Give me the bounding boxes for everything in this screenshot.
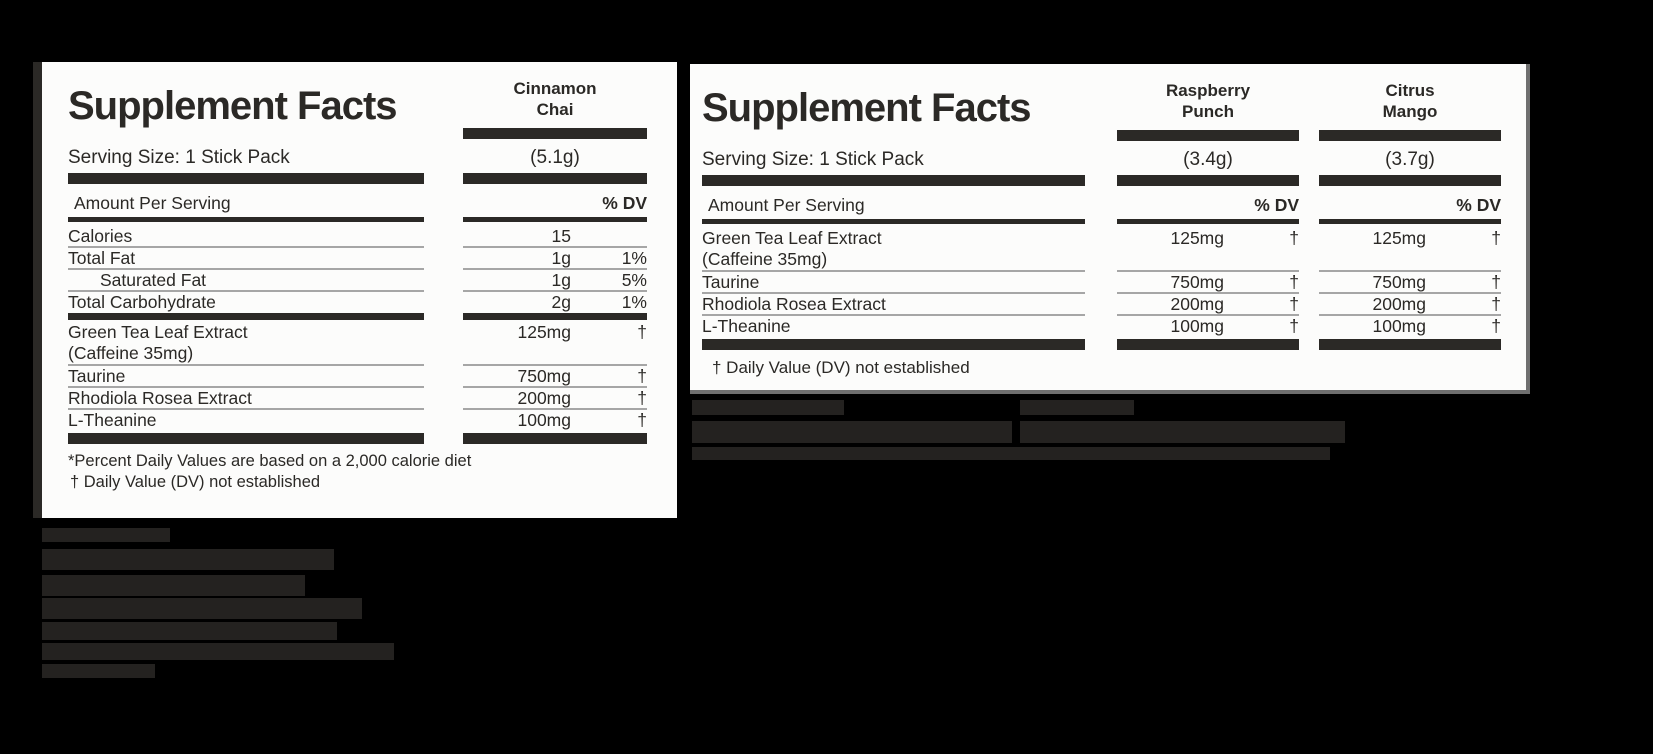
percent-dv-header: % DV	[1456, 195, 1501, 215]
row-amount: 100mg	[1170, 316, 1224, 336]
divider-bar	[702, 175, 1085, 186]
amount-per-serving-label: Amount Per Serving	[708, 195, 865, 215]
row-dv: †	[1289, 294, 1299, 314]
serving-size-row	[702, 148, 1501, 172]
supplement-facts-panel-raspberry-citrus	[690, 64, 1530, 394]
row-label-line2: (Caffeine 35mg)	[68, 343, 194, 363]
row-values-citrus-mango	[1319, 316, 1501, 337]
row-label: Rhodiola Rosea Extract	[68, 388, 424, 410]
row-dv: 1%	[621, 292, 647, 312]
row-values-raspberry-punch	[1117, 272, 1299, 294]
serving-weight: (3.7g)	[1385, 149, 1435, 170]
footnote-dagger: † Daily Value (DV) not established	[712, 358, 970, 377]
divider-bar	[1117, 130, 1299, 141]
row-values	[463, 226, 647, 248]
divider-bar-row	[68, 433, 647, 444]
divider-bar-row	[68, 217, 647, 222]
amount-per-serving-label: Amount Per Serving	[74, 193, 231, 213]
flavor-name-line1: Cinnamon	[513, 79, 597, 98]
flavor-column-header	[463, 78, 647, 139]
divider-bar-row	[702, 219, 1501, 224]
row-values	[463, 270, 647, 292]
row-dv: †	[1289, 272, 1299, 292]
footnote-dagger: † Daily Value (DV) not established	[70, 473, 321, 491]
divider-bar	[1319, 130, 1501, 141]
flavor-name-line2: Chai	[536, 100, 574, 119]
footnote-percent-dv: *Percent Daily Values are based on a 2,000 calorie diet	[68, 452, 472, 470]
table-row	[702, 272, 1501, 294]
supplement-facts-panel-cinnamon-chai	[33, 62, 677, 518]
divider-bar	[1117, 219, 1299, 224]
row-amount: 1g	[551, 270, 571, 290]
table-row	[68, 322, 647, 366]
obscured-text-block	[692, 400, 1044, 460]
row-label: Total Fat	[68, 248, 424, 270]
table-row	[68, 410, 647, 431]
row-values	[463, 366, 647, 388]
row-dv: †	[1289, 316, 1299, 336]
row-dv: †	[637, 366, 647, 386]
divider-bar	[463, 433, 647, 444]
row-values	[463, 410, 647, 431]
row-label: Saturated Fat	[68, 270, 424, 292]
serving-size-row	[68, 146, 647, 170]
obscured-text-line	[42, 575, 305, 596]
row-amount: 125mg	[517, 322, 571, 342]
row-label-line2: (Caffeine 35mg)	[702, 249, 828, 269]
row-values	[463, 322, 647, 366]
row-values-raspberry-punch	[1117, 228, 1299, 272]
divider-bar	[1319, 219, 1501, 224]
panel-header	[702, 64, 1501, 141]
divider-bar-row	[702, 339, 1501, 350]
row-label: Taurine	[68, 366, 424, 388]
row-label: L-Theanine	[702, 316, 791, 336]
row-amount: 100mg	[517, 410, 571, 430]
panel-header	[68, 62, 647, 139]
divider-bar	[463, 128, 647, 139]
divider-bar	[1117, 175, 1299, 186]
amount-per-serving-row	[702, 192, 1501, 216]
row-values	[463, 292, 647, 313]
obscured-text-line	[1020, 421, 1345, 443]
row-amount: 750mg	[1372, 272, 1426, 292]
row-values	[463, 388, 647, 410]
row-label: L-Theanine	[68, 410, 157, 430]
row-label	[68, 322, 424, 366]
obscured-text-line	[42, 643, 394, 660]
divider-bar	[463, 217, 647, 222]
flavor-column-header-citrus-mango	[1319, 80, 1501, 141]
table-row	[702, 228, 1501, 272]
percent-dv-header: % DV	[602, 193, 647, 213]
row-amount: 200mg	[1170, 294, 1224, 314]
row-values-citrus-mango	[1319, 272, 1501, 294]
obscured-text-line	[42, 664, 155, 678]
divider-bar	[1319, 175, 1501, 186]
row-label-line1: Green Tea Leaf Extract	[68, 322, 248, 342]
row-dv: †	[637, 410, 647, 430]
row-dv: 5%	[621, 270, 647, 290]
obscured-text-line	[42, 598, 362, 619]
row-values-citrus-mango	[1319, 294, 1501, 316]
divider-bar	[1319, 339, 1501, 350]
row-label-line1: Green Tea Leaf Extract	[702, 228, 882, 248]
table-row	[68, 270, 647, 292]
divider-bar	[463, 173, 647, 184]
panel-title: Supplement Facts	[68, 84, 397, 128]
obscured-text-line	[692, 447, 1044, 460]
row-amount: 200mg	[1372, 294, 1426, 314]
row-amount: 15	[551, 226, 571, 246]
table-row	[68, 366, 647, 388]
divider-bar-row	[68, 173, 647, 184]
obscured-text-line	[42, 528, 170, 542]
row-amount: 200mg	[517, 388, 571, 408]
obscured-text-line	[692, 421, 1012, 443]
divider-bar-row	[68, 313, 647, 320]
row-dv: †	[1491, 272, 1501, 292]
flavor-column-header-raspberry-punch	[1117, 80, 1299, 141]
divider-bar	[1117, 339, 1299, 350]
row-amount: 750mg	[517, 366, 571, 386]
obscured-text-line	[1020, 447, 1330, 460]
row-label	[702, 228, 1085, 272]
serving-size-label: Serving Size: 1 Stick Pack	[68, 147, 290, 168]
serving-weight: (5.1g)	[530, 147, 580, 168]
table-row	[68, 292, 647, 313]
divider-bar	[463, 313, 647, 320]
row-dv: 1%	[621, 248, 647, 268]
divider-bar	[702, 219, 1085, 224]
row-values-raspberry-punch	[1117, 294, 1299, 316]
serving-size-label: Serving Size: 1 Stick Pack	[702, 149, 924, 170]
row-label: Rhodiola Rosea Extract	[702, 294, 1085, 316]
row-dv: †	[1491, 294, 1501, 314]
row-dv: †	[1491, 316, 1501, 336]
row-amount: 125mg	[1372, 228, 1426, 248]
row-amount: 100mg	[1372, 316, 1426, 336]
row-dv: †	[637, 322, 647, 342]
obscured-text-line	[692, 400, 844, 415]
amount-per-serving-row	[68, 190, 647, 214]
table-row	[702, 316, 1501, 337]
row-label: Calories	[68, 226, 424, 248]
table-row	[68, 388, 647, 410]
row-label: Taurine	[702, 272, 1085, 294]
row-amount: 2g	[551, 292, 571, 312]
divider-bar	[702, 339, 1085, 350]
flavor-name-line1: Citrus	[1385, 81, 1435, 100]
serving-weight: (3.4g)	[1183, 149, 1233, 170]
obscured-text-block	[42, 528, 394, 678]
row-dv	[591, 226, 647, 246]
row-amount: 125mg	[1170, 228, 1224, 248]
divider-bar-row	[702, 175, 1501, 186]
divider-bar	[68, 173, 424, 184]
row-values	[463, 248, 647, 270]
row-values-citrus-mango	[1319, 228, 1501, 272]
obscured-text-line	[42, 549, 334, 570]
flavor-name-line2: Punch	[1182, 102, 1234, 121]
row-dv: †	[1289, 228, 1299, 248]
table-row	[702, 294, 1501, 316]
divider-bar	[68, 217, 424, 222]
obscured-text-line	[42, 622, 337, 640]
table-row	[68, 248, 647, 270]
divider-bar	[68, 313, 424, 320]
percent-dv-header: % DV	[1254, 195, 1299, 215]
obscured-text-line	[1020, 400, 1134, 415]
row-dv: †	[1491, 228, 1501, 248]
obscured-text-block	[1020, 400, 1345, 460]
flavor-name-line2: Mango	[1382, 102, 1438, 121]
flavor-name-line1: Raspberry	[1165, 81, 1251, 100]
row-amount: 1g	[551, 248, 571, 268]
row-dv: †	[637, 388, 647, 408]
row-amount: 750mg	[1170, 272, 1224, 292]
row-values-raspberry-punch	[1117, 316, 1299, 337]
row-label: Total Carbohydrate	[68, 292, 216, 312]
panel-title: Supplement Facts	[702, 86, 1031, 130]
table-row	[68, 226, 647, 248]
footnotes	[68, 451, 647, 493]
divider-bar	[68, 433, 424, 444]
